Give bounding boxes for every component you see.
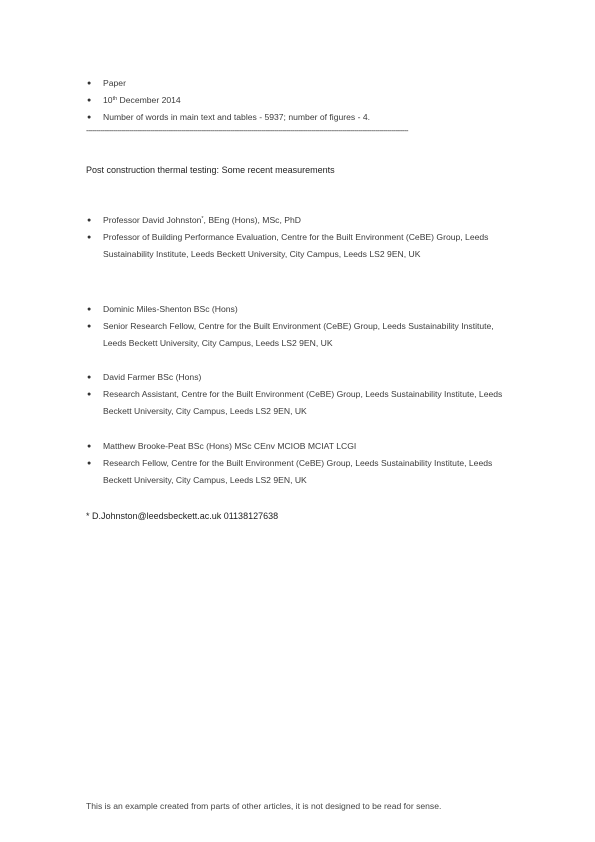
bullet-icon: ●	[87, 114, 92, 121]
author-affiliation: ● Research Assistant, Centre for the Built Environment (CeBE) Group, Leeds Sustainability Institute, Leeds Beckett University, City Campus, Leeds LS2 9EN, UK	[86, 386, 516, 420]
author-name: ● Dominic Miles-Shenton BSc (Hons)	[86, 301, 516, 318]
meta-item-type	[86, 75, 516, 92]
bullet-icon: ●	[87, 97, 92, 104]
meta-item-text: Number of words in main text and tables - 5937; number of figures - 4.	[103, 112, 371, 122]
footer-note: This is an example created from parts of other articles, it is not designed to be read for sense.	[86, 801, 442, 811]
author-block-4	[86, 438, 516, 489]
meta-item-wordcount	[86, 109, 516, 126]
author-list	[86, 369, 516, 420]
author-affiliation: ● Research Fellow, Centre for the Built Environment (CeBE) Group, Leeds Sustainability Institute, Leeds Beckett University, City Campus, Leeds LS2 9EN, UK	[86, 455, 516, 489]
bullet-icon: ●	[87, 323, 92, 330]
bullet-icon: ●	[87, 217, 92, 224]
author-list	[86, 301, 516, 352]
author-block-2	[86, 301, 516, 352]
author-affiliation: ● Professor of Building Performance Evaluation, Centre for the Built Environment (CeBE) Group, Leeds Sustainability Institute, Leeds Beckett University, City Campus, Leeds LS2 9EN, UK	[86, 229, 516, 263]
date-ordinal: th	[112, 96, 118, 102]
meta-item-date	[86, 92, 516, 109]
corresponding-author-contact: * D.Johnston@leedsbeckett.ac.uk 01138127638	[86, 511, 279, 521]
author-name: ● Professor David Johnston*, BEng (Hons), MSc, PhD	[86, 212, 516, 229]
bullet-icon: ●	[87, 234, 92, 241]
date-rest: December 2014	[117, 95, 181, 105]
author-affiliation: ● Senior Research Fellow, Centre for the Built Environment (CeBE) Group, Leeds Sustainability Institute, Leeds Beckett University, City Campus, Leeds LS2 9EN, UK	[86, 318, 516, 352]
author-name: ● David Farmer BSc (Hons)	[86, 369, 516, 386]
meta-list-block	[86, 75, 516, 126]
meta-item-text: Paper	[103, 78, 126, 88]
author-name: ● Matthew Brooke-Peat BSc (Hons) MSc CEnv MCIOB MCIAT LCGI	[86, 438, 516, 455]
author-list	[86, 212, 516, 263]
bullet-icon: ●	[87, 374, 92, 381]
author-block-1	[86, 212, 516, 263]
paper-title: Post construction thermal testing: Some recent measurements	[86, 165, 335, 175]
bullet-icon: ●	[87, 460, 92, 467]
bullet-icon: ●	[87, 306, 92, 313]
corresponding-mark: *	[201, 216, 204, 222]
bullet-icon: ●	[87, 443, 92, 450]
author-block-3	[86, 369, 516, 420]
separator-line: ------------------------------------------------------------------------------------------------------------------------------------------------------------	[86, 126, 408, 135]
bullet-icon: ●	[87, 80, 92, 87]
meta-list	[86, 75, 516, 126]
date-day: 10	[103, 95, 113, 105]
bullet-icon: ●	[87, 391, 92, 398]
author-list	[86, 438, 516, 489]
